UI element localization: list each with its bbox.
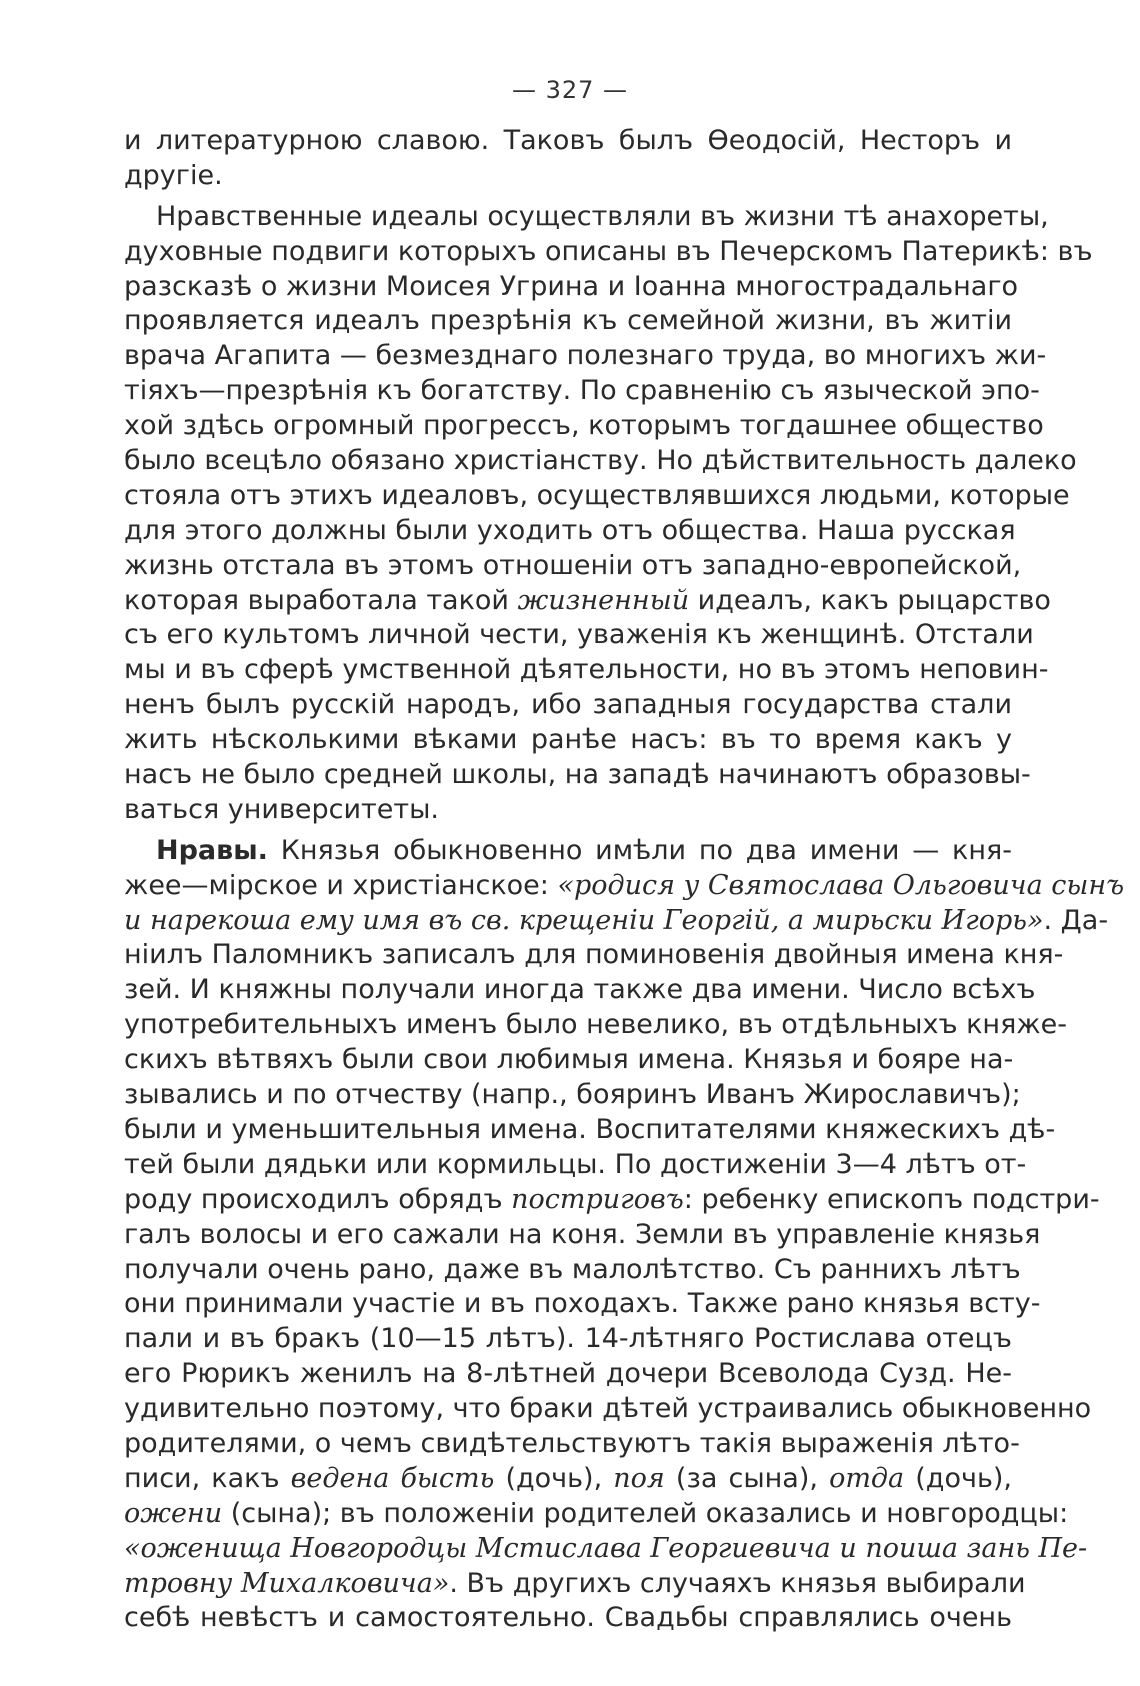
text-span: (дочь), bbox=[494, 1462, 614, 1494]
italic-quote: «оженища Новгородцы Мстислава Георгиевича и поиша зань Пе- bbox=[124, 1532, 1088, 1564]
italic-term: постриговъ bbox=[511, 1183, 684, 1215]
italic-quote: тровну Михалковича» bbox=[124, 1567, 450, 1599]
text-line: разсказѣ о жизни Моисея Угрина и Іоанна многострадальнаго bbox=[124, 270, 1019, 302]
italic-quote: и нарекоша ему имя въ св. крещеніи Георгій, а мирьски Игорь» bbox=[124, 904, 1044, 936]
italic-term: жизненный bbox=[517, 584, 690, 616]
text-line: врача Агапита — безмезднаго полезнаго труда, во многихъ жи- bbox=[124, 340, 1047, 372]
text-line: удивительно поэтому, что браки дѣтей устраивались обыкновенно bbox=[124, 1393, 1092, 1425]
text-line: другіе. bbox=[124, 159, 223, 191]
text-span: жее—мірское и христіанское: bbox=[124, 869, 558, 901]
paragraph-start-line: Нравственные идеалы осуществляли въ жизни тѣ анахореты, bbox=[156, 200, 1049, 232]
text-line: галъ волосы и его сажали на коня. Земли въ управленіе князья bbox=[124, 1218, 1041, 1250]
text-span: роду происходилъ обрядъ bbox=[124, 1183, 512, 1215]
text-line: тіяхъ—презрѣнія къ богатству. По сравненію съ языческой эпо- bbox=[124, 375, 1040, 407]
text-line: съ его культомъ личной чести, уваженія къ женщинѣ. Отстали bbox=[124, 619, 1034, 651]
text-line: были и уменьшительныя имена. Воспитателями княжескихъ дѣ- bbox=[124, 1113, 1056, 1145]
text-line: ніилъ Паломникъ записалъ для поминовенія двойныя имена кня- bbox=[124, 939, 1064, 971]
text-line: себѣ невѣстъ и самостоятельно. Свадьбы справлялись очень bbox=[124, 1602, 1012, 1634]
text-line bbox=[124, 1462, 1012, 1497]
text-line: ваться университеты. bbox=[124, 793, 439, 825]
text-line: родителями, о чемъ свидѣтельствуютъ такія выраженія лѣто- bbox=[124, 1427, 1020, 1459]
text-span: . Въ другихъ случаяхъ князья выбирали bbox=[449, 1567, 1026, 1599]
text-line: зывались и по отчеству (напр., бояринъ Иванъ Жирославичъ); bbox=[124, 1079, 1021, 1111]
text-span: идеалъ, какъ рыцарство bbox=[689, 584, 1051, 616]
text-line: употребительныхъ именъ было невелико, въ отдѣльныхъ княже- bbox=[124, 1009, 1067, 1041]
text-line: получали очень рано, даже въ малолѣтство. Съ раннихъ лѣтъ bbox=[124, 1253, 1021, 1285]
text-span: : ребенку епископъ подстри- bbox=[683, 1183, 1100, 1215]
text-line: духовные подвиги которыхъ описаны въ Печерскомъ Патерикѣ: въ bbox=[124, 235, 1093, 267]
text-line: зей. И княжны получали иногда также два имени. Число всѣхъ bbox=[124, 974, 1036, 1006]
italic-term: поя bbox=[613, 1462, 665, 1494]
text-line: пали и въ бракъ (10—15 лѣтъ). 14-лѣтняго Ростислава отецъ bbox=[124, 1323, 1012, 1355]
body-text bbox=[124, 124, 1125, 1636]
text-line bbox=[124, 1497, 1069, 1532]
text-line: жизнь отстала въ этомъ отношеніи отъ западно-европейской, bbox=[124, 549, 1022, 581]
text-line: скихъ вѣтвяхъ были свои любимыя имена. Князья и бояре на- bbox=[124, 1044, 1014, 1076]
text-line: они принимали участіе и въ походахъ. Также рано князья всту- bbox=[124, 1288, 1041, 1320]
text-line: тей были дядьки или кормильцы. По достиженіи 3—4 лѣтъ от- bbox=[124, 1148, 1027, 1180]
text-line: мы и въ сферѣ умственной дѣятельности, но въ этомъ неповин- bbox=[124, 654, 1049, 686]
text-line: было всецѣло обязано христіанству. Но дѣйствительность далеко bbox=[124, 445, 1077, 477]
page-number: — 327 — bbox=[511, 76, 629, 104]
text-line: его Рюрикъ женилъ на 8-лѣтней дочери Всеволода Сузд. Не- bbox=[124, 1358, 1012, 1390]
text-line bbox=[124, 1567, 1026, 1602]
text-line: насъ не было средней школы, на западѣ начинаютъ образовы- bbox=[124, 759, 1031, 791]
text-span: которая выработала такой bbox=[124, 584, 518, 616]
text-line: стояла отъ этихъ идеаловъ, осуществлявшихся людьми, которые bbox=[124, 479, 1070, 511]
text-line bbox=[124, 1532, 1088, 1567]
text-span: (за сына), bbox=[664, 1462, 830, 1494]
text-line: ненъ былъ русскій народъ, ибо западныя государства стали bbox=[124, 689, 1012, 721]
text-line: и литературною славою. Таковъ былъ Ѳеодосій, Несторъ и bbox=[124, 125, 1012, 156]
text-line: проявляется идеалъ презрѣнія къ семейной жизни, въ житіи bbox=[124, 305, 1012, 337]
text-line: жить нѣсколькими вѣками ранѣе насъ: въ то время какъ у bbox=[124, 724, 1012, 756]
paragraph-start-line bbox=[124, 834, 1012, 869]
text-line: хой здѣсь огромный прогрессъ, которымъ тогдашнее общество bbox=[124, 410, 1044, 442]
text-span: . Да- bbox=[1043, 904, 1109, 936]
text-span: (дочь), bbox=[904, 1462, 1012, 1494]
text-line bbox=[124, 584, 1051, 619]
text-span: (сына); въ положеніи родителей оказались и новгородцы: bbox=[222, 1497, 1069, 1529]
italic-term: ведена бысть bbox=[290, 1462, 495, 1494]
italic-quote: «родися у Святослава Ольговича сынъ bbox=[557, 869, 1125, 901]
text-span: писи, какъ bbox=[124, 1462, 291, 1494]
text-line bbox=[124, 1183, 1100, 1218]
text-line bbox=[124, 869, 1125, 904]
section-heading: Нравы. bbox=[156, 834, 268, 866]
text-span: Князья обыкновенно имѣли по два имени — кня- bbox=[267, 834, 1012, 866]
text-line bbox=[124, 904, 1109, 939]
italic-term: отда bbox=[829, 1462, 905, 1494]
text-line: для этого должны были уходить отъ общества. Наша русская bbox=[124, 514, 1016, 546]
italic-term: ожени bbox=[124, 1497, 223, 1529]
